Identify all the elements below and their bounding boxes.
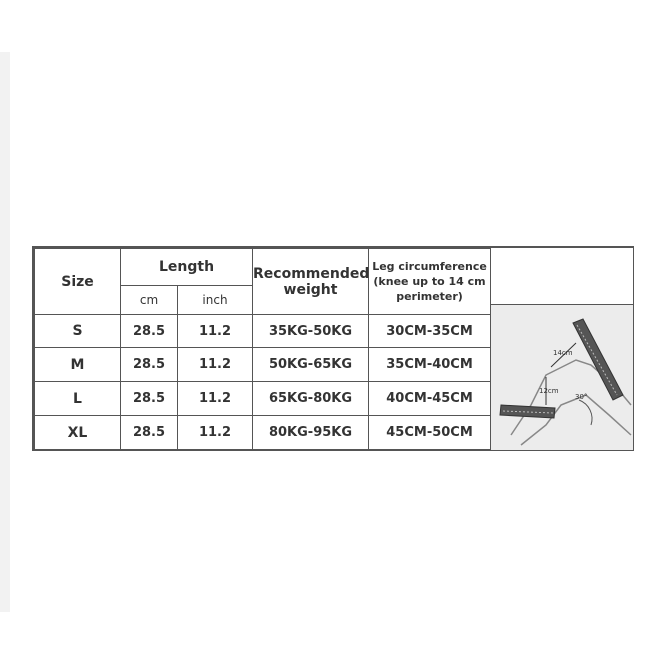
table-row: [35, 416, 491, 450]
header-cm: cm: [121, 286, 178, 315]
knee-illustration: [491, 304, 633, 450]
lower-strap-icon: [500, 405, 555, 418]
header-circumference: Leg circumference (knee up to 14 cm perimeter): [369, 249, 491, 315]
size-cell: M: [35, 348, 121, 382]
cm-cell: 28.5: [121, 315, 178, 348]
lower-measure-label: 12cm: [539, 387, 559, 395]
inch-cell: 11.2: [178, 315, 253, 348]
measurement-diagram: [490, 248, 633, 449]
circumference-cell: 35CM-40CM: [369, 348, 491, 382]
size-cell: S: [35, 315, 121, 348]
header-weight: Recommended weight: [253, 249, 369, 315]
weight-cell: 65KG-80KG: [253, 382, 369, 416]
cm-cell: 28.5: [121, 382, 178, 416]
inch-cell: 11.2: [178, 348, 253, 382]
cm-cell: 28.5: [121, 348, 178, 382]
diagram-blank-area: [491, 248, 633, 304]
inch-cell: 11.2: [178, 416, 253, 450]
table-row: [35, 348, 491, 382]
header-size: Size: [35, 249, 121, 315]
table-row: [35, 315, 491, 348]
angle-label: 30°: [575, 393, 588, 401]
cm-cell: 28.5: [121, 416, 178, 450]
inch-cell: 11.2: [178, 382, 253, 416]
weight-cell: 35KG-50KG: [253, 315, 369, 348]
size-chart: [32, 246, 634, 451]
circumference-cell: 30CM-35CM: [369, 315, 491, 348]
left-edge-strip: [0, 52, 10, 612]
size-cell: L: [35, 382, 121, 416]
weight-cell: 80KG-95KG: [253, 416, 369, 450]
circumference-cell: 40CM-45CM: [369, 382, 491, 416]
circumference-cell: 45CM-50CM: [369, 416, 491, 450]
table-row: [35, 382, 491, 416]
upper-measure-label: 14cm: [553, 349, 573, 357]
size-cell: XL: [35, 416, 121, 450]
size-table: [34, 248, 491, 450]
upper-strap-icon: [573, 319, 623, 400]
weight-cell: 50KG-65KG: [253, 348, 369, 382]
header-length: Length: [121, 249, 253, 286]
header-inch: inch: [178, 286, 253, 315]
